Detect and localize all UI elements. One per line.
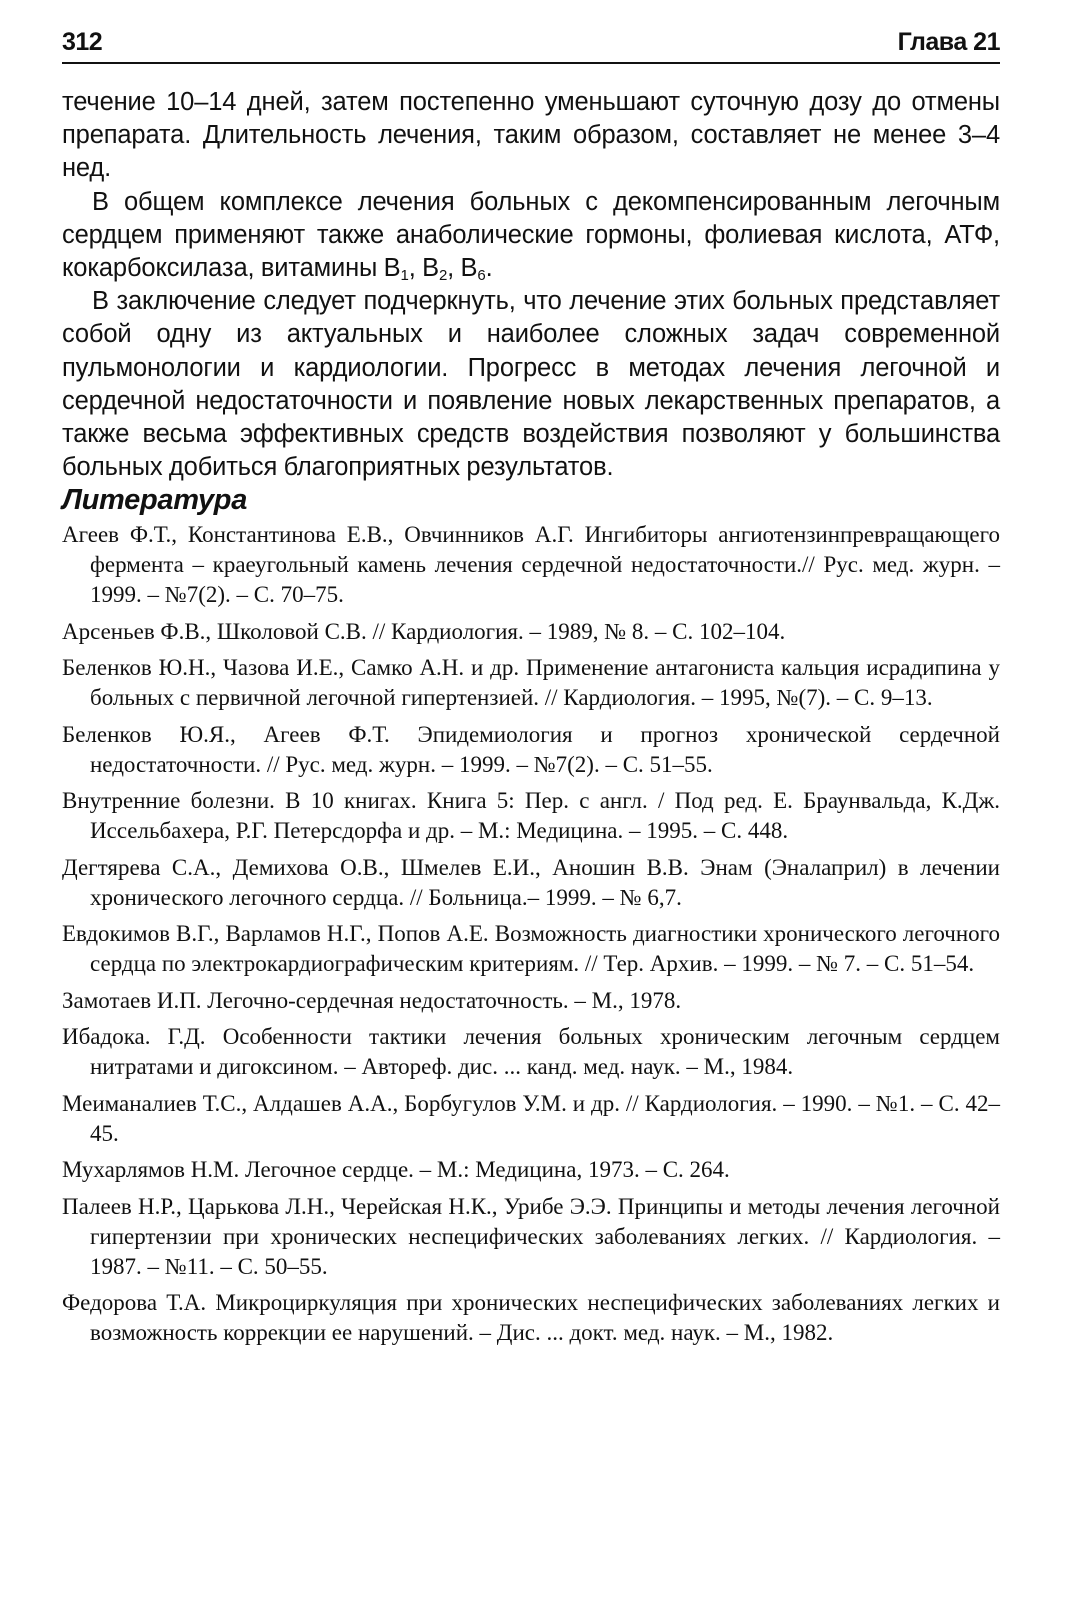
paragraph-adjuvant-therapy bbox=[62, 186, 1000, 286]
paragraph-conclusion: В заключение следует подчеркнуть, что лечение этих больных представляет собой одну из актуальных и наиболее сложных задач современной пульмонологии и кардиологии. Прогресс в методах лечения легочной и сердечной недостаточности и появление новых лекарственных препаратов, а также весьма эффективных средств воздействия позволяют у большинства больных добиться благоприятных результатов. bbox=[62, 287, 1000, 482]
paragraph-text: В общем комплексе лечения больных с декомпенсированным легочным сердцем применяют также анаболические гормоны, фолиевая кислота, АТФ, кокарбоксилаза, витамины В bbox=[62, 187, 1000, 283]
reference-item: Агеев Ф.Т., Константинова Е.В., Овчинников А.Г. Ингибиторы ангиотензинпревращающего фермента – краеугольный камень лечения сердечной недостаточности.// Рус. мед. журн. – 1999. – №7(2). – С. 70–75. bbox=[62, 522, 1000, 607]
reference-item: Меиманалиев Т.С., Алдашев А.А., Борбугулов У.М. и др. // Кардиология. – 1990. – №1. – С. 42–45. bbox=[62, 1090, 1000, 1146]
reference-item: Беленков Ю.Н., Чазова И.Е., Самко А.Н. и др. Применение антагониста кальция исрадипина у больных с первичной легочной гипертензией. // Кардиология. – 1995, №(7). – С. 9–13. bbox=[62, 655, 1000, 710]
reference-item: Внутренние болезни. В 10 книгах. Книга 5: Пер. с англ. / Под ред. Е. Браунвальда, К.Дж. Иссельбахера, Р.Г. Петерсдорфа и др. – М.: Медицина. – 1995. – С. 448. bbox=[62, 788, 1000, 843]
reference-item: Ибадока. Г.Д. Особенности тактики лечения больных хроническим легочным сердцем нитратами и дигоксином. – Автореф. дис. ... канд. мед. наук. – М., 1984. bbox=[62, 1024, 1000, 1079]
page-number: 312 bbox=[62, 28, 103, 56]
reference-item: Евдокимов В.Г., Варламов Н.Г., Попов А.Е. Возможность диагностики хронического легочного сердца по электрокардиографическим критериям. // Тер. Архив. – 1999. – № 7. – С. 51–54. bbox=[62, 921, 1000, 976]
body-text bbox=[62, 86, 1000, 484]
reference-list bbox=[62, 520, 1000, 1355]
literature-heading: Литература bbox=[62, 484, 248, 516]
period: . bbox=[485, 254, 493, 283]
separator: , В bbox=[408, 254, 439, 283]
subscript-b2: 2 bbox=[438, 267, 448, 285]
subscript-b6: 6 bbox=[477, 267, 486, 285]
reference-item: Замотаев И.П. Легочно-сердечная недостаточность. – М., 1978. bbox=[62, 987, 682, 1013]
reference-item: Арсеньев Ф.В., Школовой С.В. // Кардиология. – 1989, № 8. – С. 102–104. bbox=[62, 618, 786, 644]
separator: , В bbox=[447, 254, 478, 283]
reference-item: Федорова Т.А. Микроциркуляция при хронических неспецифических заболеваниях легких и возможность коррекции ее нарушений. – Дис. ... докт. мед. наук. – М., 1982. bbox=[62, 1290, 1000, 1345]
subscript-b1: 1 bbox=[400, 267, 409, 285]
chapter-label: Глава 21 bbox=[897, 28, 1000, 56]
reference-item: Мухарлямов Н.М. Легочное сердце. – М.: Медицина, 1973. – С. 264. bbox=[62, 1157, 730, 1182]
reference-item: Палеев Н.Р., Царькова Л.Н., Черейская Н.К., Урибе Э.Э. Принципы и методы лечения легочной гипертензии при хронических неспецифических заболеваниях легких. // Кардиология. – 1987. – №11. – С. 50–55. bbox=[62, 1193, 1000, 1279]
paragraph-continuation: течение 10–14 дней, затем постепенно уменьшают суточную дозу до отмены препарата. Длительность лечения, таким образом, составляет не менее 3–4 нед. bbox=[62, 88, 1000, 183]
reference-item: Дегтярева С.А., Демихова О.В., Шмелев Е.И., Аношин В.В. Энам (Эналаприл) в лечении хронического легочного сердца. // Больница.– 1999. – № 6,7. bbox=[62, 854, 1000, 910]
reference-item: Беленков Ю.Я., Агеев Ф.Т. Эпидемиология и прогноз хронической сердечной недостаточности. // Рус. мед. журн. – 1999. – №7(2). – С. 51–55. bbox=[62, 721, 1000, 777]
running-header bbox=[62, 24, 1000, 64]
